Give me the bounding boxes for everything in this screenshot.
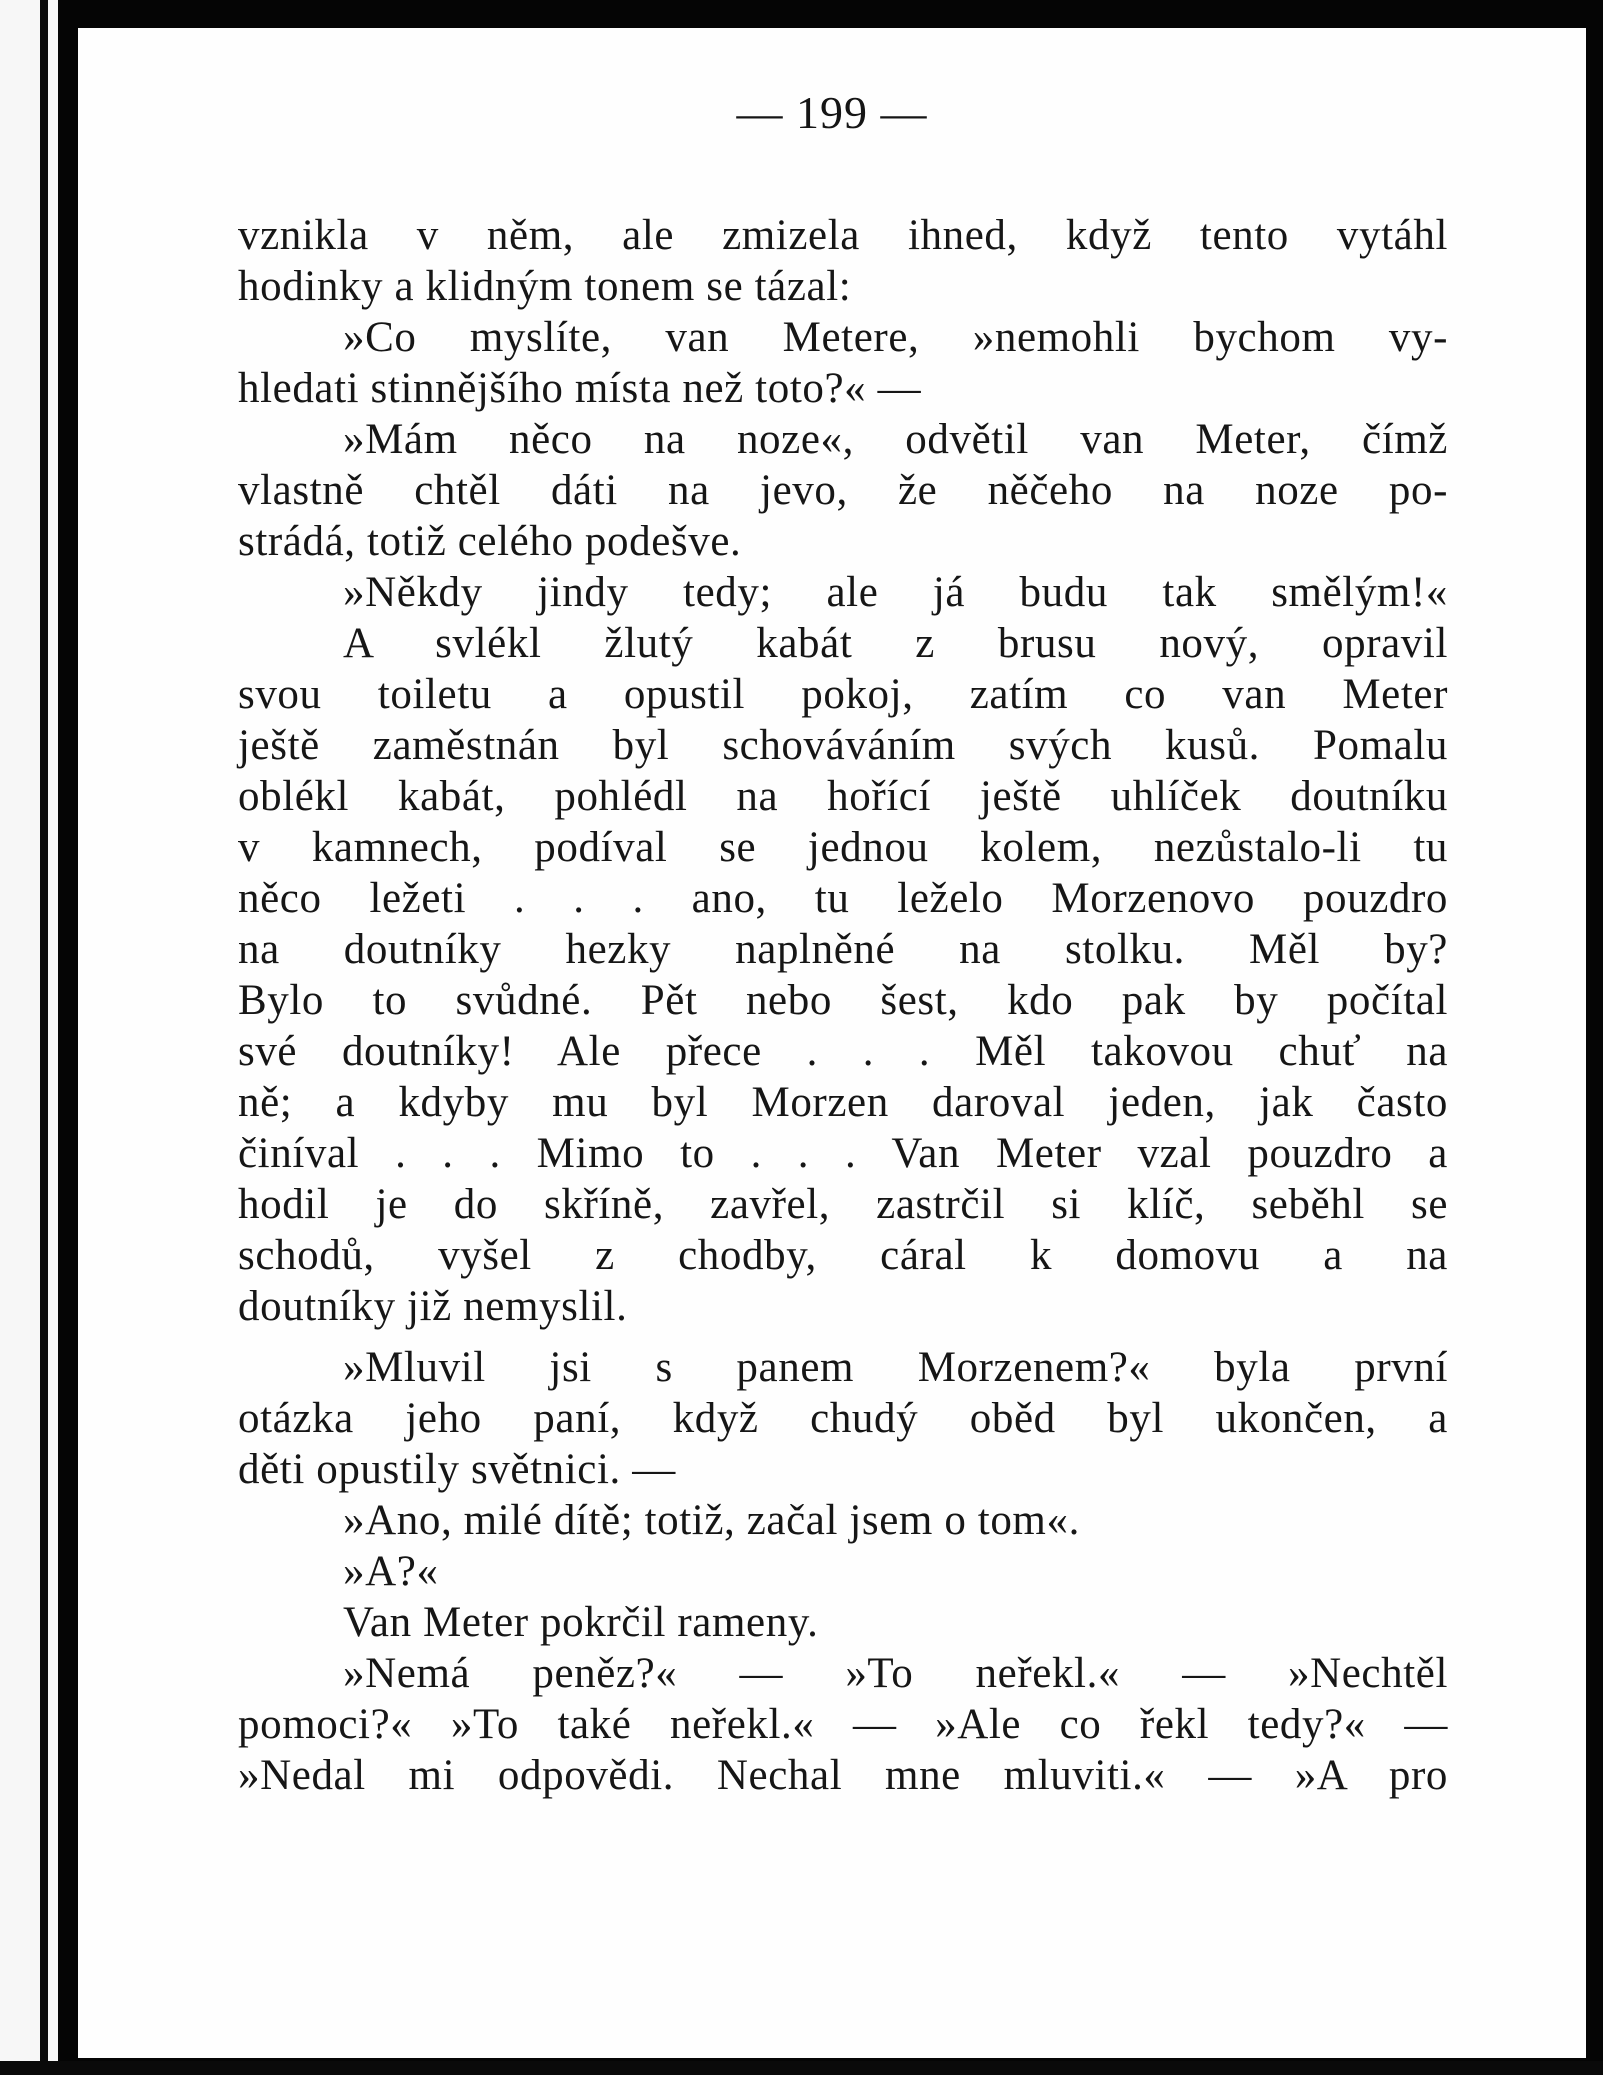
text-line: vlastně chtěl dáti na jevo, že něčeho na noze po- (238, 467, 1448, 514)
text-line: něco ležeti . . . ano, tu leželo Morzenovo pouzdro (238, 875, 1448, 922)
text-line: »A?« (343, 1548, 439, 1595)
text-line: ně; a kdyby mu byl Morzen daroval jeden, jak často (238, 1079, 1448, 1126)
text-line: otázka jeho paní, když chudý oběd byl ukončen, a (238, 1395, 1448, 1442)
text-line: schodů, vyšel z chodby, cáral k domovu a na (238, 1232, 1448, 1279)
text-line: činíval . . . Mimo to . . . Van Meter vzal pouzdro a (238, 1130, 1448, 1177)
text-line: Van Meter pokrčil rameny. (343, 1599, 819, 1646)
text-line: strádá, totiž celého podešve. (238, 518, 742, 565)
text-line: doutníky již nemyslil. (238, 1283, 628, 1330)
text-line: pomoci?« »To také neřekl.« — »Ale co řekl tedy?« — (238, 1701, 1448, 1748)
text-line: hledati stinnějšího místa než toto?« — (238, 365, 922, 412)
text-line: »Nedal mi odpovědi. Nechal mne mluviti.« — »A pro (238, 1752, 1448, 1799)
body-text (238, 210, 1448, 1801)
text-line: hodil je do skříně, zavřel, zastrčil si klíč, seběhl se (238, 1181, 1448, 1228)
text-line: děti opustily světnici. — (238, 1446, 676, 1493)
text-line: vznikla v něm, ale zmizela ihned, když tento vytáhl (238, 212, 1448, 259)
binding-shadow (40, 0, 48, 2075)
text-line: »Někdy jindy tedy; ale já budu tak smělým!« (343, 569, 1448, 616)
text-line: »Nemá peněz?« — »To neřekl.« — »Nechtěl (343, 1650, 1448, 1697)
page-number: — 199 — (736, 87, 928, 138)
text-line: A svlékl žlutý kabát z brusu nový, opravil (343, 620, 1448, 667)
scan-bottom-edge (0, 2061, 1603, 2075)
text-line: »Mluvil jsi s panem Morzenem?« byla první (343, 1344, 1448, 1391)
text-line: »Mám něco na noze«, odvětil van Meter, čímž (343, 416, 1448, 463)
text-line: Bylo to svůdné. Pět nebo šest, kdo pak by počítal (238, 977, 1448, 1024)
text-line: »Ano, milé dítě; totiž, začal jsem o tom«. (343, 1497, 1080, 1544)
text-line: »Co myslíte, van Metere, »nemohli bychom vy- (343, 314, 1448, 361)
text-line: v kamnech, podíval se jednou kolem, nezůstalo-li tu (238, 824, 1448, 871)
text-line: své doutníky! Ale přece . . . Měl takovou chuť na (238, 1028, 1448, 1075)
book-page (78, 28, 1586, 2058)
text-line: hodinky a klidným tonem se tázal: (238, 263, 852, 310)
text-line: svou toiletu a opustil pokoj, zatím co van Meter (238, 671, 1448, 718)
text-line: ještě zaměstnán byl schováváním svých kusů. Pomalu (238, 722, 1448, 769)
previous-page-edge (0, 0, 58, 2075)
text-line: oblékl kabát, pohlédl na hořící ještě uhlíček doutníku (238, 773, 1448, 820)
text-line: na doutníky hezky naplněné na stolku. Měl by? (238, 926, 1448, 973)
